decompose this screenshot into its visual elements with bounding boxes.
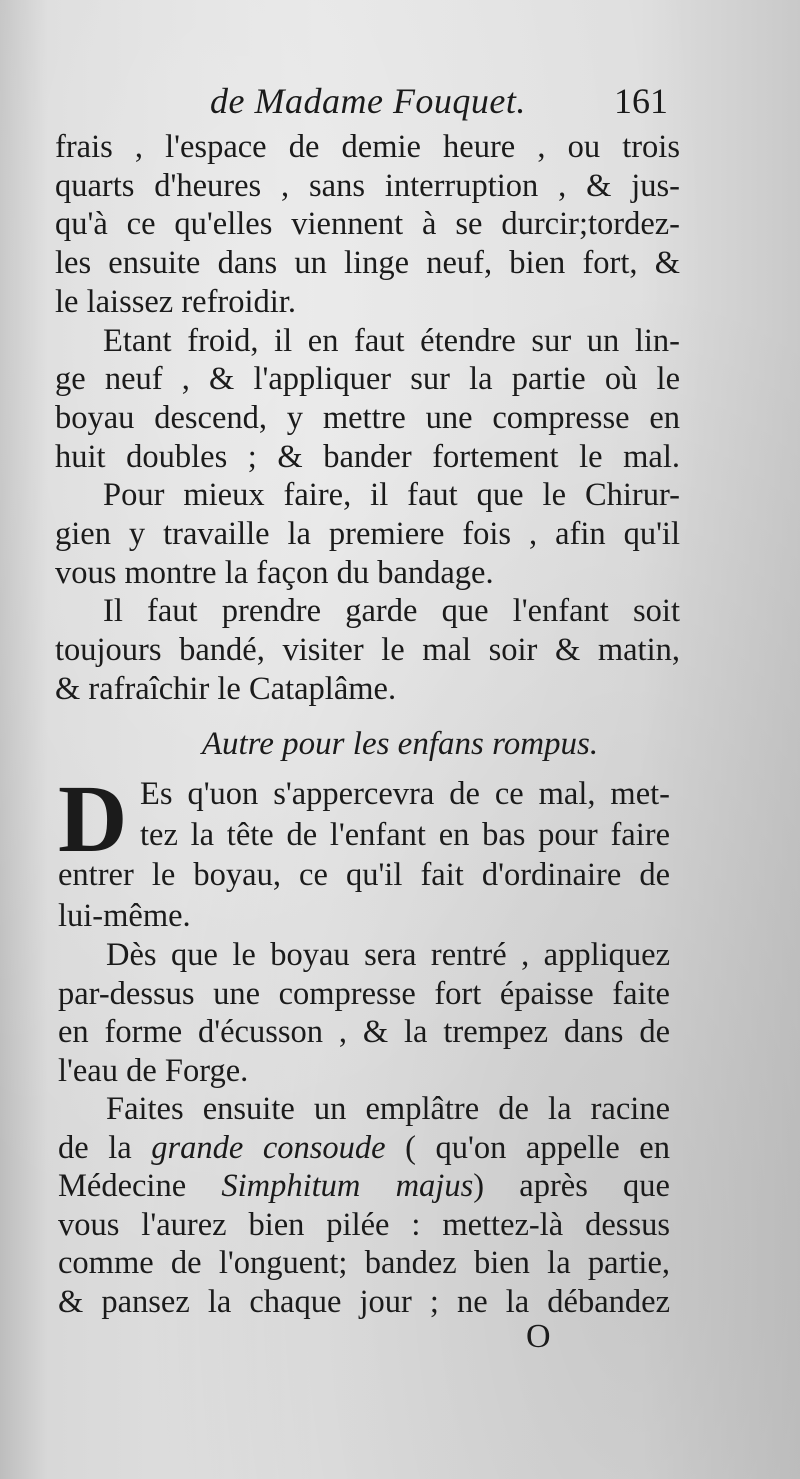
text-line: quarts d'heures , sans interruption , & jus- xyxy=(55,167,680,204)
text-line: huit doubles ; & bander fortement le mal. xyxy=(55,438,680,475)
section-title: Autre pour les enfans rompus. xyxy=(201,726,599,762)
text-line: Es q'uon s'appercevra de ce mal, met- xyxy=(140,776,670,812)
text-line: comme de l'onguent; bandez bien la partie, xyxy=(58,1245,670,1281)
text-line: gien y travaille la premiere fois , afin qu'il xyxy=(55,516,680,553)
text-line: Dès que le boyau sera rentré , appliquez xyxy=(106,937,670,973)
text-line: Etant froid, il en faut étendre sur un lin- xyxy=(103,322,680,359)
text-line xyxy=(58,1129,670,1168)
text-line: Il faut prendre garde que l'enfant soit xyxy=(103,593,680,630)
text-line: Faites ensuite un emplâtre de la racine xyxy=(106,1091,670,1127)
text-block-bottom xyxy=(58,936,670,1321)
drop-cap: D xyxy=(58,765,128,872)
running-title: de Madame Fouquet. xyxy=(210,81,526,121)
text-line: lui-même. xyxy=(58,897,191,934)
text-line: le laissez refroidir. xyxy=(55,283,296,320)
text-line: par-dessus une compresse fort épaisse faite xyxy=(58,975,670,1012)
text-run: de la xyxy=(58,1129,152,1166)
text-line: frais , l'espace de demie heure , ou trois xyxy=(55,129,680,165)
text-line: ge neuf , & l'appliquer sur la partie où le xyxy=(55,361,680,398)
text-line: vous l'aurez bien pilée : mettez-là dessus xyxy=(58,1206,670,1243)
text-line: qu'à ce qu'elles viennent à se durcir;tordez- xyxy=(55,206,680,243)
text-line: vous montre la façon du bandage. xyxy=(55,554,494,591)
text-line: l'eau de Forge. xyxy=(58,1052,249,1089)
text-line: & rafraîchir le Cataplâme. xyxy=(55,670,397,707)
italic-term: grande consoude xyxy=(151,1129,386,1166)
text-line: entrer le boyau, ce qu'il fait d'ordinaire de xyxy=(58,857,670,893)
text-line: boyau descend, y mettre une compresse en xyxy=(55,399,680,436)
text-line: en forme d'écusson , & la trempez dans de xyxy=(58,1014,670,1050)
text-line: les ensuite dans un linge neuf, bien fort, & xyxy=(55,245,680,282)
text-line: & pansez la chaque jour ; ne la débandez xyxy=(58,1283,670,1320)
text-block-top xyxy=(55,128,680,709)
text-line: tez la tête de l'enfant en bas pour faire xyxy=(140,816,670,853)
signature-mark: O xyxy=(526,1318,551,1355)
page-header xyxy=(0,78,800,122)
paragraph-dropcap xyxy=(58,765,670,936)
italic-term: Simphitum majus xyxy=(221,1168,474,1204)
text-line: toujours bandé, visiter le mal soir & matin, xyxy=(55,632,680,669)
dropcap-line xyxy=(58,815,670,856)
text-run: Médecine xyxy=(58,1168,222,1204)
text-run: ) après que xyxy=(473,1168,670,1204)
text-line: Pour mieux faire, il faut que le Chirur- xyxy=(103,477,680,514)
page-number: 161 xyxy=(614,81,668,121)
text-line xyxy=(58,1167,670,1206)
text-run: ( qu'on appelle en xyxy=(385,1129,670,1166)
